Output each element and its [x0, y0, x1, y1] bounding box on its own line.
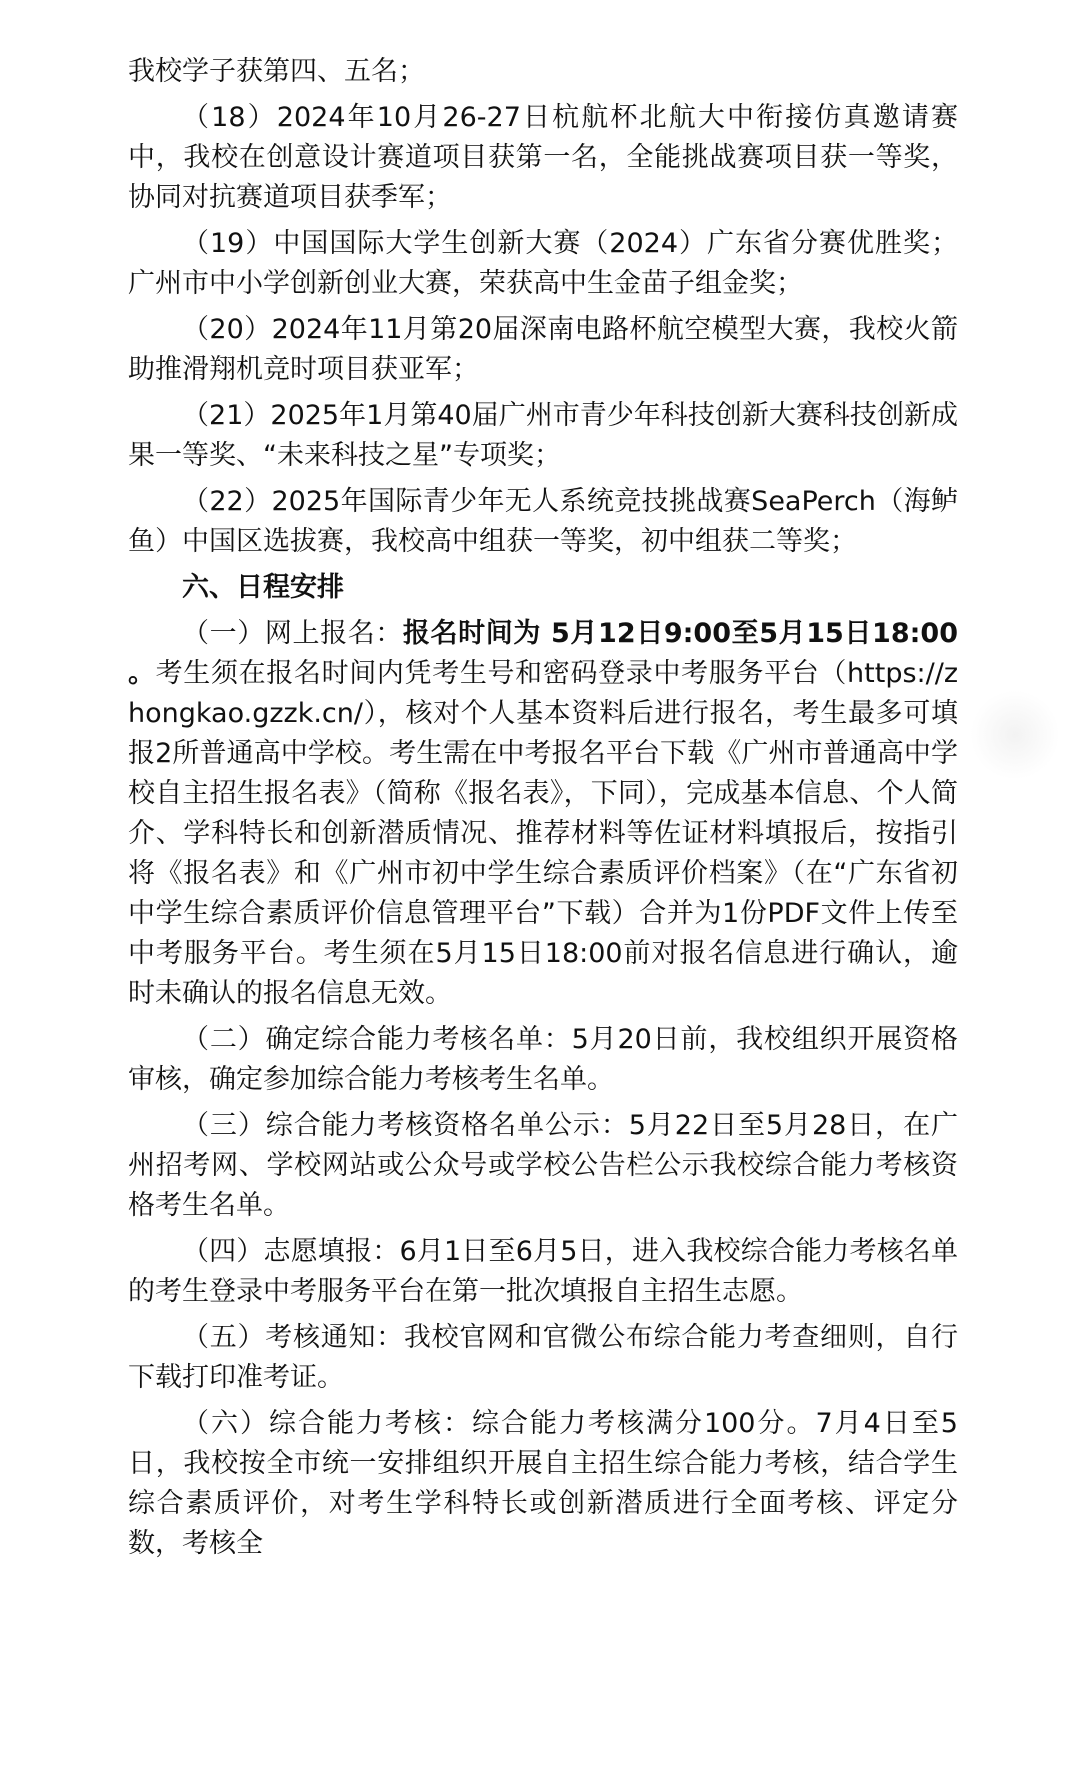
award-item-21: （21）2025年1月第40届广州市青少年科技创新大赛科技创新成果一等奖、“未来科技之星”专项奖； — [128, 400, 958, 471]
registration-time-highlight: 报名时间为 5月12日9:00至5月15日18:00 。 — [128, 618, 958, 689]
watermark-smudge — [970, 690, 1060, 780]
award-item-19: （19）中国国际大学生创新大赛（2024）广东省分赛优胜奖；广州市中小学创新创业大赛，荣获高中生金苗子组金奖； — [128, 228, 958, 299]
schedule-item-application: （四）志愿填报：6月1日至6月5日，进入我校综合能力考核名单的考生登录中考服务平台在第一批次填报自主招生志愿。 — [128, 1236, 958, 1307]
schedule-item-publicity: （三）综合能力考核资格名单公示：5月22日至5月28日，在广州招考网、学校网站或公众号或学校公告栏公示我校综合能力考核资格考生名单。 — [128, 1110, 958, 1221]
schedule-item-confirm-list: （二）确定综合能力考核名单：5月20日前，我校组织开展资格审核，确定参加综合能力考核考生名单。 — [128, 1024, 958, 1095]
section-heading-schedule: 六、日程安排 — [182, 572, 344, 603]
award-item-20: （20）2024年11月第20届深南电路杯航空模型大赛，我校火箭助推滑翔机竞时项目获亚军； — [128, 314, 958, 385]
award-item-18: （18）2024年10月26-27日杭航杯北航大中衔接仿真邀请赛中，我校在创意设计赛道项目获第一名，全能挑战赛项目获一等奖，协同对抗赛道项目获季军； — [128, 102, 958, 213]
document-body — [128, 52, 958, 1570]
registration-label: （一）网上报名： — [182, 618, 403, 649]
award-item-22: （22）2025年国际青少年无人系统竞技挑战赛SeaPerch（海鲈鱼）中国区选拔赛，我校高中组获一等奖，初中组获二等奖； — [128, 486, 958, 557]
schedule-item-online-registration — [128, 614, 958, 1014]
schedule-item-notice: （五）考核通知：我校官网和官微公布综合能力考查细则，自行下载打印准考证。 — [128, 1322, 958, 1393]
registration-details: 考生须在报名时间内凭考生号和密码登录中考服务平台（https://zhongkao.gzzk.cn/），核对个人基本资料后进行报名，考生最多可填报2所普通高中学校。考生需在中考报名平台下载《广州市普通高中学校自主招生报名表》（简称《报名表》，下同），完成基本信息、个人简介、学科特长和创新潜质情况、推荐材料等佐证材料填报后，按指引将《报名表》和《广州市初中学生综合素质评价档案》（在“广东省初中学生综合素质评价信息管理平台”下载）合并为1份PDF文件上传至中考服务平台。考生须在5月15日18:00前对报名信息进行确认，逾时未确认的报名信息无效。 — [128, 658, 958, 1009]
paragraph-continuation: 我校学子获第四、五名； — [128, 56, 425, 87]
schedule-item-assessment: （六）综合能力考核：综合能力考核满分100分。7月4日至5日，我校按全市统一安排组织开展自主招生综合能力考核，结合学生综合素质评价，对考生学科特长或创新潜质进行全面考核、评定分数，考核全 — [128, 1408, 958, 1559]
